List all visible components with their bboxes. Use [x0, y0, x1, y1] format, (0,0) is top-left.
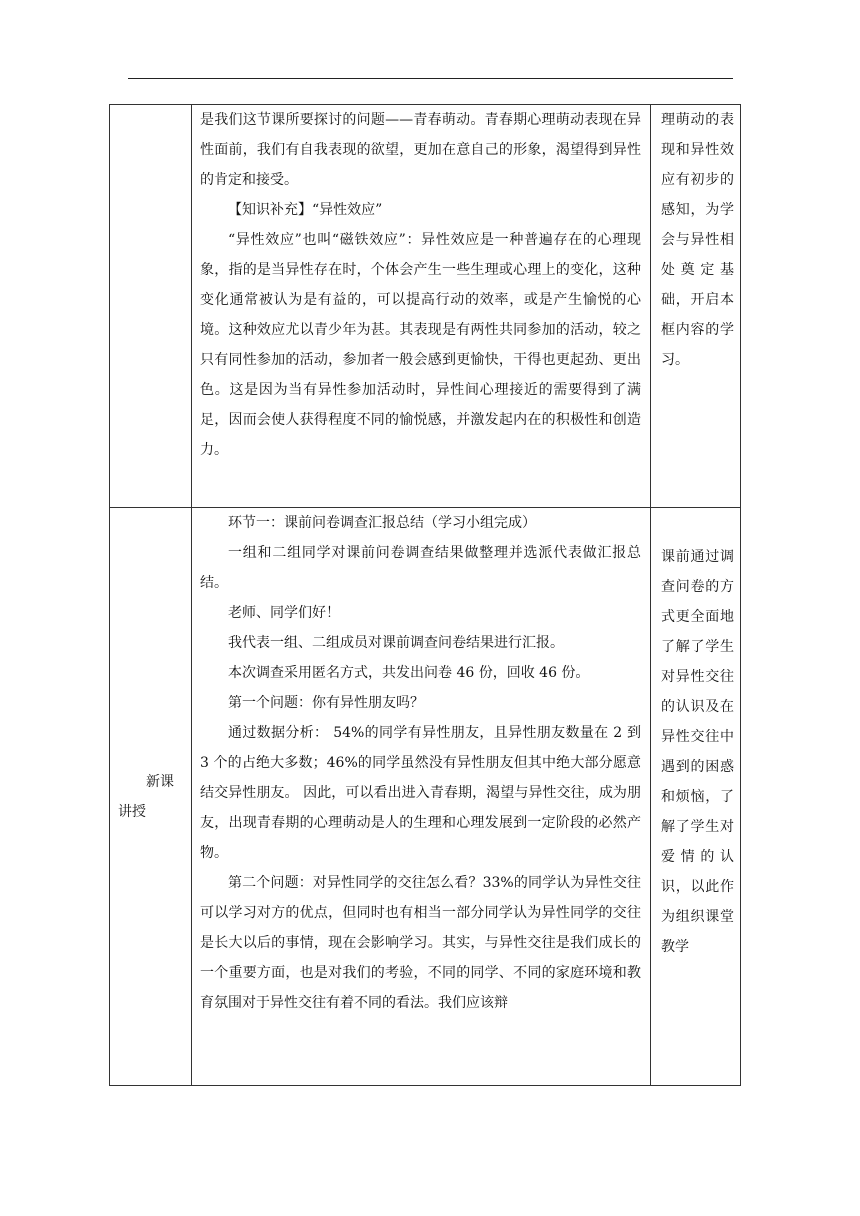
content-paragraph: 本次调查采用匿名方式，共发出问卷 46 份，回收 46 份。	[228, 665, 590, 681]
content-paragraph: 老师、同学们好！	[228, 605, 340, 621]
content-cell	[192, 105, 651, 508]
lesson-plan-table	[109, 104, 741, 1086]
content-paragraph: “异性效应”也叫“磁铁效应”：异性效应是一种普遍存在的心理现象，指的是当异性存在时，个体会产生一些生理或心理上的变化，这种变化通常被认为是有益的，可以提高行动的效率，或是产生愉悦的心境。这种效应尤以青少年为甚。其表现是有两性共同参加的活动，较之只有同性参加的活动，参加者一般会感到更愉快，干得也更起劲、更出色。这是因为当有异性参加活动时，异性间心理接近的需要得到了满足，因而会使人获得程度不同的愉悦感，并激发起内在的积极性和创造力。	[200, 232, 641, 458]
content-paragraph: 第二个问题：对异性同学的交往怎么看？33%的同学认为异性交往可以学习对方的优点，但同时也有相当一部分同学认为异性同学的交往是长大以后的事情，现在会影响学习。其实，与异性交往是我们成长的一个重要方面，也是对我们的考验，不同的同学、不同的家庭环境和教育氛围对于异性交往有着不同的看法。我们应该辩	[200, 875, 641, 1011]
content-paragraph: 我代表一组、二组成员对课前调查问卷结果进行汇报。	[228, 635, 564, 651]
design-intent-cell	[651, 105, 741, 508]
knowledge-supplement-heading: 【知识补充】“异性效应”	[228, 202, 383, 218]
content-paragraph: 第一个问题：你有异性朋友吗？	[228, 695, 424, 711]
stage-label: 新课	[146, 773, 174, 790]
table-row	[110, 105, 741, 508]
stage-label: 讲授	[118, 803, 146, 820]
content-paragraph: 一组和二组同学对课前问卷调查结果做整理并选派代表做汇报总结。	[200, 545, 641, 591]
content-paragraph: 是我们这节课所要探讨的问题——青春萌动。青春期心理萌动表现在异性面前，我们有自我表现的欲望，更加在意自己的形象，渴望得到异性的肯定和接受。	[200, 112, 641, 188]
stage-label-cell	[110, 508, 192, 1086]
content-cell	[192, 508, 651, 1086]
table-row	[110, 508, 741, 1086]
content-paragraph: 通过数据分析： 54%的同学有异性朋友，且异性朋友数量在 2 到 3 个的占绝大多数；46%的同学虽然没有异性朋友但其中绝大部分愿意结交异性朋友。 因此，可以看出进入青春期，渴望与异性交往，成为朋友，出现青春期的心理萌动是人的生理和心理发展到一定阶段的必然产物。	[200, 725, 641, 861]
design-intent-cell	[651, 508, 741, 1086]
design-intent-text: 课前通过调查问卷的方式更全面地了解了学生对异性交往的认识及在异性交往中遇到的困惑和烦恼，了解了学生对爱情的认识，以此作为组织课堂教学	[661, 549, 734, 955]
design-intent-text: 理萌动的表现和异性效应有初步的感知，为学会与异性相处奠定基础，开启本框内容的学习。	[661, 112, 734, 368]
header-rule	[128, 78, 733, 79]
section-heading: 环节一：课前问卷调查汇报总结（学习小组完成）	[228, 515, 536, 531]
stage-label-cell	[110, 105, 192, 508]
